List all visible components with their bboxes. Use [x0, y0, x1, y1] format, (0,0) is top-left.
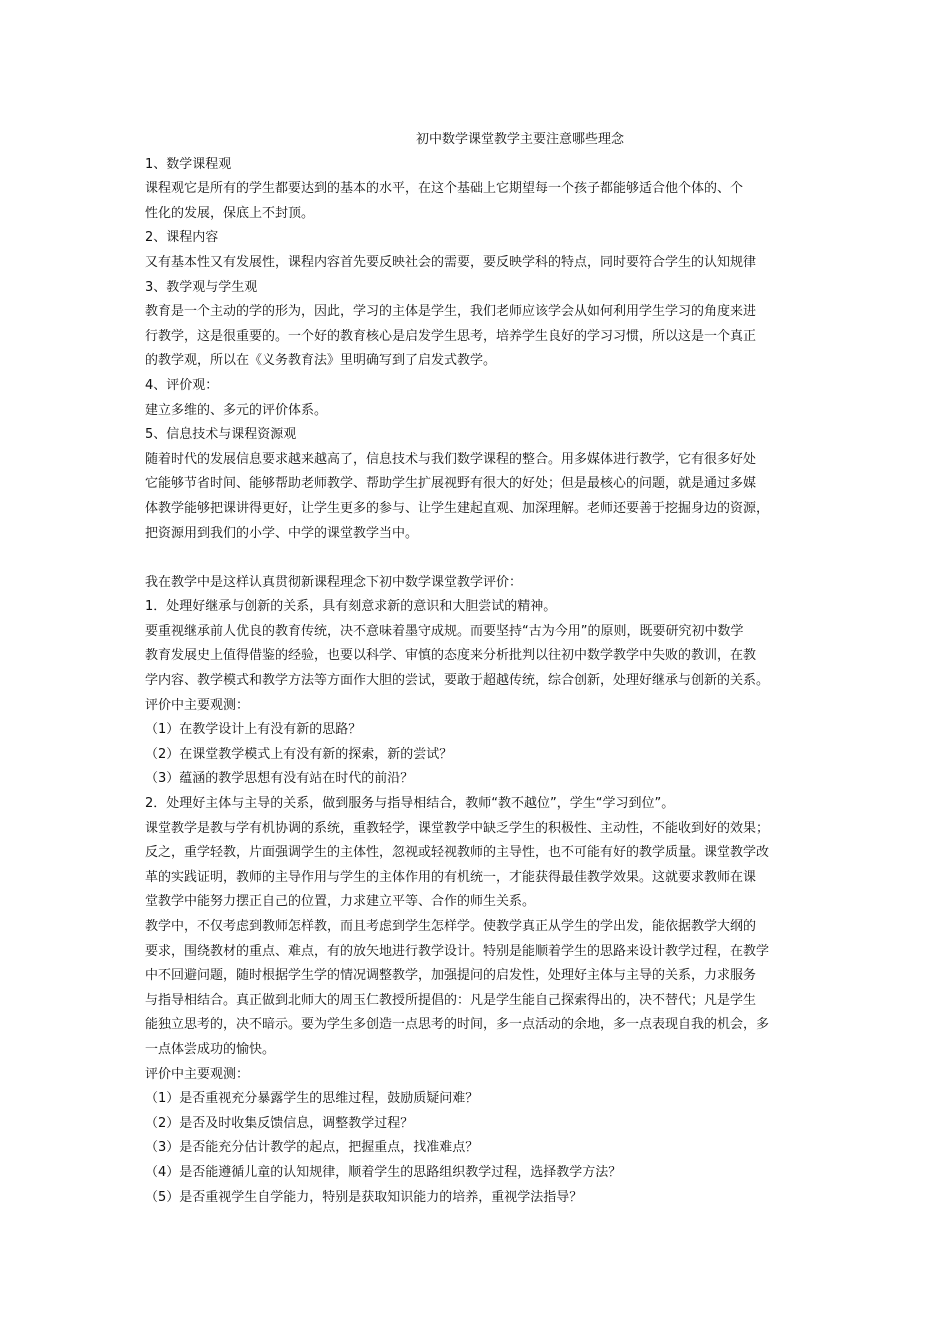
text-line: 学内容、教学模式和教学方法等方面作大胆的尝试，要敢于超越传统，综合创新，处理好继承与创新的关系。 [145, 673, 770, 689]
document-title: 初中数学课堂教学主要注意哪些理念 [416, 132, 625, 147]
text-line: 堂教学中能努力摆正自己的位置，力求建立平等、合作的师生关系。 [145, 894, 536, 910]
text-line: 我在教学中是这样认真贯彻新课程理念下初中数学课堂教学评价： [145, 574, 523, 590]
text-line: 行教学，这是很重要的。一个好的教育核心是启发学生思考，培养学生良好的学习习惯，所以这是一个真正 [145, 328, 757, 344]
text-line: 要求，围绕教材的重点、难点，有的放矢地进行教学设计。特别是能顺着学生的思路来设计教学过程，在教学 [145, 943, 770, 959]
text-line: 1．处理好继承与创新的关系，具有刻意求新的意识和大胆尝试的精神。 [145, 599, 557, 615]
text-line: 课程观它是所有的学生都要达到的基本的水平，在这个基础上它期望每一个孩子都能够适合他个体的、个 [145, 181, 744, 197]
text-line: 革的实践证明，教师的主导作用与学生的主体作用的有机统一，才能获得最佳教学效果。这就要求教师在课 [145, 869, 757, 885]
text-line: 一点体尝成功的愉快。 [145, 1041, 276, 1057]
text-line: （3）蕴涵的教学思想有没有站在时代的前沿？ [145, 771, 414, 787]
text-line: 体教学能够把课讲得更好，让学生更多的参与、让学生建起直观、加深理解。老师还要善于挖掘身边的资源， [145, 500, 770, 516]
text-line: 2．处理好主体与主导的关系，做到服务与指导相结合，教师“教不越位”，学生“学习到位”。 [145, 796, 675, 812]
text-line: 中不回避问题，随时根据学生学的情况调整教学，加强提问的启发性，处理好主体与主导的关系，力求服务 [145, 968, 757, 984]
text-line: 把资源用到我们的小学、中学的课堂教学当中。 [145, 525, 419, 541]
text-line: （1）是否重视充分暴露学生的思维过程，鼓励质疑问难？ [145, 1091, 479, 1107]
text-line: 评价中主要观测： [145, 697, 250, 713]
blank-line [145, 546, 813, 571]
text-line: 的教学观，所以在《义务教育法》里明确写到了启发式教学。 [145, 353, 497, 369]
text-line: 4、评价观： [145, 377, 219, 393]
text-line: 教育是一个主动的学的形为，因此，学习的主体是学生，我们老师应该学会从如何利用学生学习的角度来进 [145, 304, 757, 320]
text-line: 教育发展史上值得借鉴的经验，也要以科学、审慎的态度来分析批判以往初中数学教学中失败的教训，在教 [145, 648, 757, 664]
text-line: （5）是否重视学生自学能力，特别是获取知识能力的培养，重视学法指导？ [145, 1189, 583, 1205]
document-page [145, 128, 813, 1210]
text-line: 课堂教学是教与学有机协调的系统，重教轻学，课堂教学中缺乏学生的积极性、主动性，不能收到好的效果； [145, 820, 770, 836]
text-line: 5、信息技术与课程资源观 [145, 427, 297, 443]
text-line: 随着时代的发展信息要求越来越高了，信息技术与我们数学课程的整合。用多媒体进行教学，它有很多好处 [145, 451, 757, 467]
document-body [145, 153, 813, 1211]
text-line: 1、数学课程观 [145, 156, 232, 172]
text-line: 评价中主要观测： [145, 1066, 250, 1082]
text-line: 要重视继承前人优良的教育传统，决不意味着墨守成规。而要坚持“古为今用”的原则，既要研究初中数学 [145, 623, 744, 639]
text-line: 建立多维的、多元的评价体系。 [145, 402, 328, 418]
text-line: 反之，重学轻教，片面强调学生的主体性，忽视或轻视教师的主导性，也不可能有好的教学质量。课堂教学改 [145, 845, 770, 861]
text-line: 它能够节省时间、能够帮助老师教学、帮助学生扩展视野有很大的好处；但是最核心的问题，就是通过多媒 [145, 476, 757, 492]
text-line: 教学中，不仅考虑到教师怎样教，而且考虑到学生怎样学。使教学真正从学生的学出发，能依据教学大纲的 [145, 919, 757, 934]
text-line: 能独立思考的，决不暗示。要为学生多创造一点思考的时间，多一点活动的余地，多一点表现自我的机会，多 [145, 1017, 770, 1033]
text-line: （2）在课堂教学模式上有没有新的探索，新的尝试？ [145, 746, 453, 762]
text-line: （2）是否及时收集反馈信息，调整教学过程？ [145, 1115, 414, 1131]
text-line: 又有基本性又有发展性，课程内容首先要反映社会的需要，要反映学科的特点，同时要符合学生的认知规律 [145, 254, 757, 270]
text-line: 与指导相结合。真正做到北师大的周玉仁教授所提倡的：凡是学生能自己探索得出的，决不替代；凡是学生 [145, 992, 757, 1008]
text-line: 2、课程内容 [145, 230, 219, 246]
text-line: （3）是否能充分估计教学的起点，把握重点，找准难点？ [145, 1140, 479, 1156]
text-line: （4）是否能遵循儿童的认知规律，顺着学生的思路组织教学过程，选择教学方法？ [145, 1164, 622, 1180]
text-line: 3、教学观与学生观 [145, 279, 258, 295]
text-line: （1）在教学设计上有没有新的思路？ [145, 722, 362, 738]
text-line: 性化的发展，保底上不封顶。 [145, 205, 315, 221]
